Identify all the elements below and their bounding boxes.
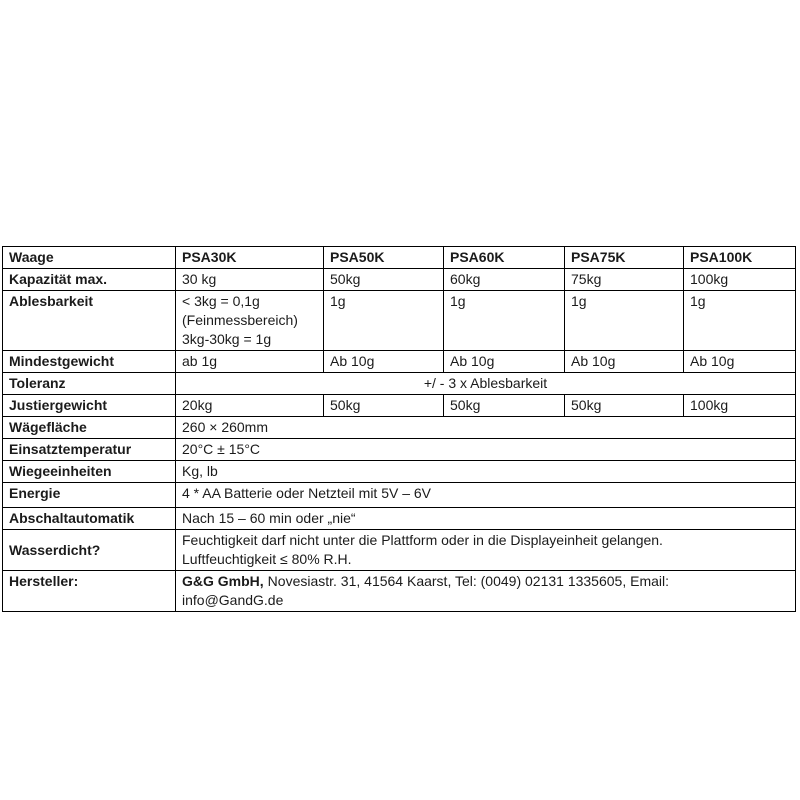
header-cell-psa30k: PSA30K bbox=[176, 247, 324, 269]
header-cell-psa60k: PSA60K bbox=[444, 247, 565, 269]
wasserdicht-line-1: Feuchtigkeit darf nicht unter die Plattform oder in die Displayeinheit gelangen. bbox=[182, 532, 663, 548]
table-header-row bbox=[3, 247, 796, 269]
cell-kapazitaet-psa75k: 75kg bbox=[565, 269, 684, 291]
row-ablesbarkeit bbox=[3, 291, 796, 351]
row-label-abschaltautomatik: Abschaltautomatik bbox=[3, 508, 176, 530]
cell-mindestgewicht-psa50k: Ab 10g bbox=[324, 351, 444, 373]
cell-ablesbarkeit-psa30k bbox=[176, 291, 324, 351]
cell-waegeflaeche-value: 260 × 260mm bbox=[176, 417, 796, 439]
cell-toleranz-value: +/ - 3 x Ablesbarkeit bbox=[176, 373, 796, 395]
cell-einsatztemperatur-value: 20°C ± 15°C bbox=[176, 439, 796, 461]
row-label-mindestgewicht: Mindestgewicht bbox=[3, 351, 176, 373]
row-energie bbox=[3, 483, 796, 508]
cell-abschaltautomatik-value: Nach 15 – 60 min oder „nie“ bbox=[176, 508, 796, 530]
ablesbarkeit-line-1: < 3kg = 0,1g bbox=[182, 293, 260, 309]
row-abschaltautomatik bbox=[3, 508, 796, 530]
row-label-wiegeeinheiten: Wiegeeinheiten bbox=[3, 461, 176, 483]
ablesbarkeit-line-2: (Feinmessbereich) bbox=[182, 312, 298, 328]
cell-justiergewicht-psa30k: 20kg bbox=[176, 395, 324, 417]
cell-mindestgewicht-psa75k: Ab 10g bbox=[565, 351, 684, 373]
spec-table bbox=[2, 246, 796, 612]
cell-kapazitaet-psa30k: 30 kg bbox=[176, 269, 324, 291]
cell-ablesbarkeit-psa50k: 1g bbox=[324, 291, 444, 351]
row-justiergewicht bbox=[3, 395, 796, 417]
row-label-energie: Energie bbox=[3, 483, 176, 508]
row-label-kapazitaet: Kapazität max. bbox=[3, 269, 176, 291]
row-hersteller bbox=[3, 571, 796, 612]
wasserdicht-line-2: Luftfeuchtigkeit ≤ 80% R.H. bbox=[182, 551, 352, 567]
cell-wiegeeinheiten-value: Kg, lb bbox=[176, 461, 796, 483]
cell-justiergewicht-psa60k: 50kg bbox=[444, 395, 565, 417]
cell-justiergewicht-psa100k: 100kg bbox=[684, 395, 796, 417]
cell-mindestgewicht-psa60k: Ab 10g bbox=[444, 351, 565, 373]
cell-kapazitaet-psa100k: 100kg bbox=[684, 269, 796, 291]
row-label-justiergewicht: Justiergewicht bbox=[3, 395, 176, 417]
hersteller-line-1 bbox=[182, 572, 789, 591]
hersteller-email: info@GandG.de bbox=[182, 592, 284, 608]
cell-ablesbarkeit-psa75k: 1g bbox=[565, 291, 684, 351]
header-cell-psa50k: PSA50K bbox=[324, 247, 444, 269]
row-waegeflaeche bbox=[3, 417, 796, 439]
header-cell-psa75k: PSA75K bbox=[565, 247, 684, 269]
hersteller-address: Novesiastr. 31, 41564 Kaarst, Tel: (0049) 02131 1335605, Email: bbox=[267, 573, 670, 589]
row-toleranz bbox=[3, 373, 796, 395]
header-cell-waage: Waage bbox=[3, 247, 176, 269]
row-wasserdicht bbox=[3, 530, 796, 571]
ablesbarkeit-line-3: 3kg-30kg = 1g bbox=[182, 331, 272, 347]
cell-ablesbarkeit-psa100k: 1g bbox=[684, 291, 796, 351]
cell-kapazitaet-psa60k: 60kg bbox=[444, 269, 565, 291]
row-wiegeeinheiten bbox=[3, 461, 796, 483]
cell-ablesbarkeit-psa60k: 1g bbox=[444, 291, 565, 351]
row-einsatztemperatur bbox=[3, 439, 796, 461]
row-mindestgewicht bbox=[3, 351, 796, 373]
row-kapazitaet bbox=[3, 269, 796, 291]
cell-energie-value: 4 * AA Batterie oder Netzteil mit 5V – 6V bbox=[176, 483, 796, 508]
cell-wasserdicht-value bbox=[176, 530, 796, 571]
cell-justiergewicht-psa75k: 50kg bbox=[565, 395, 684, 417]
cell-hersteller-value bbox=[176, 571, 796, 612]
hersteller-company-name: G&G GmbH, bbox=[182, 573, 264, 589]
cell-kapazitaet-psa50k: 50kg bbox=[324, 269, 444, 291]
row-label-hersteller: Hersteller: bbox=[3, 571, 176, 612]
row-label-einsatztemperatur: Einsatztemperatur bbox=[3, 439, 176, 461]
row-label-ablesbarkeit: Ablesbarkeit bbox=[3, 291, 176, 351]
row-label-wasserdicht: Wasserdicht? bbox=[3, 530, 176, 571]
header-cell-psa100k: PSA100K bbox=[684, 247, 796, 269]
cell-mindestgewicht-psa30k: ab 1g bbox=[176, 351, 324, 373]
cell-justiergewicht-psa50k: 50kg bbox=[324, 395, 444, 417]
row-label-toleranz: Toleranz bbox=[3, 373, 176, 395]
cell-mindestgewicht-psa100k: Ab 10g bbox=[684, 351, 796, 373]
row-label-waegeflaeche: Wägefläche bbox=[3, 417, 176, 439]
